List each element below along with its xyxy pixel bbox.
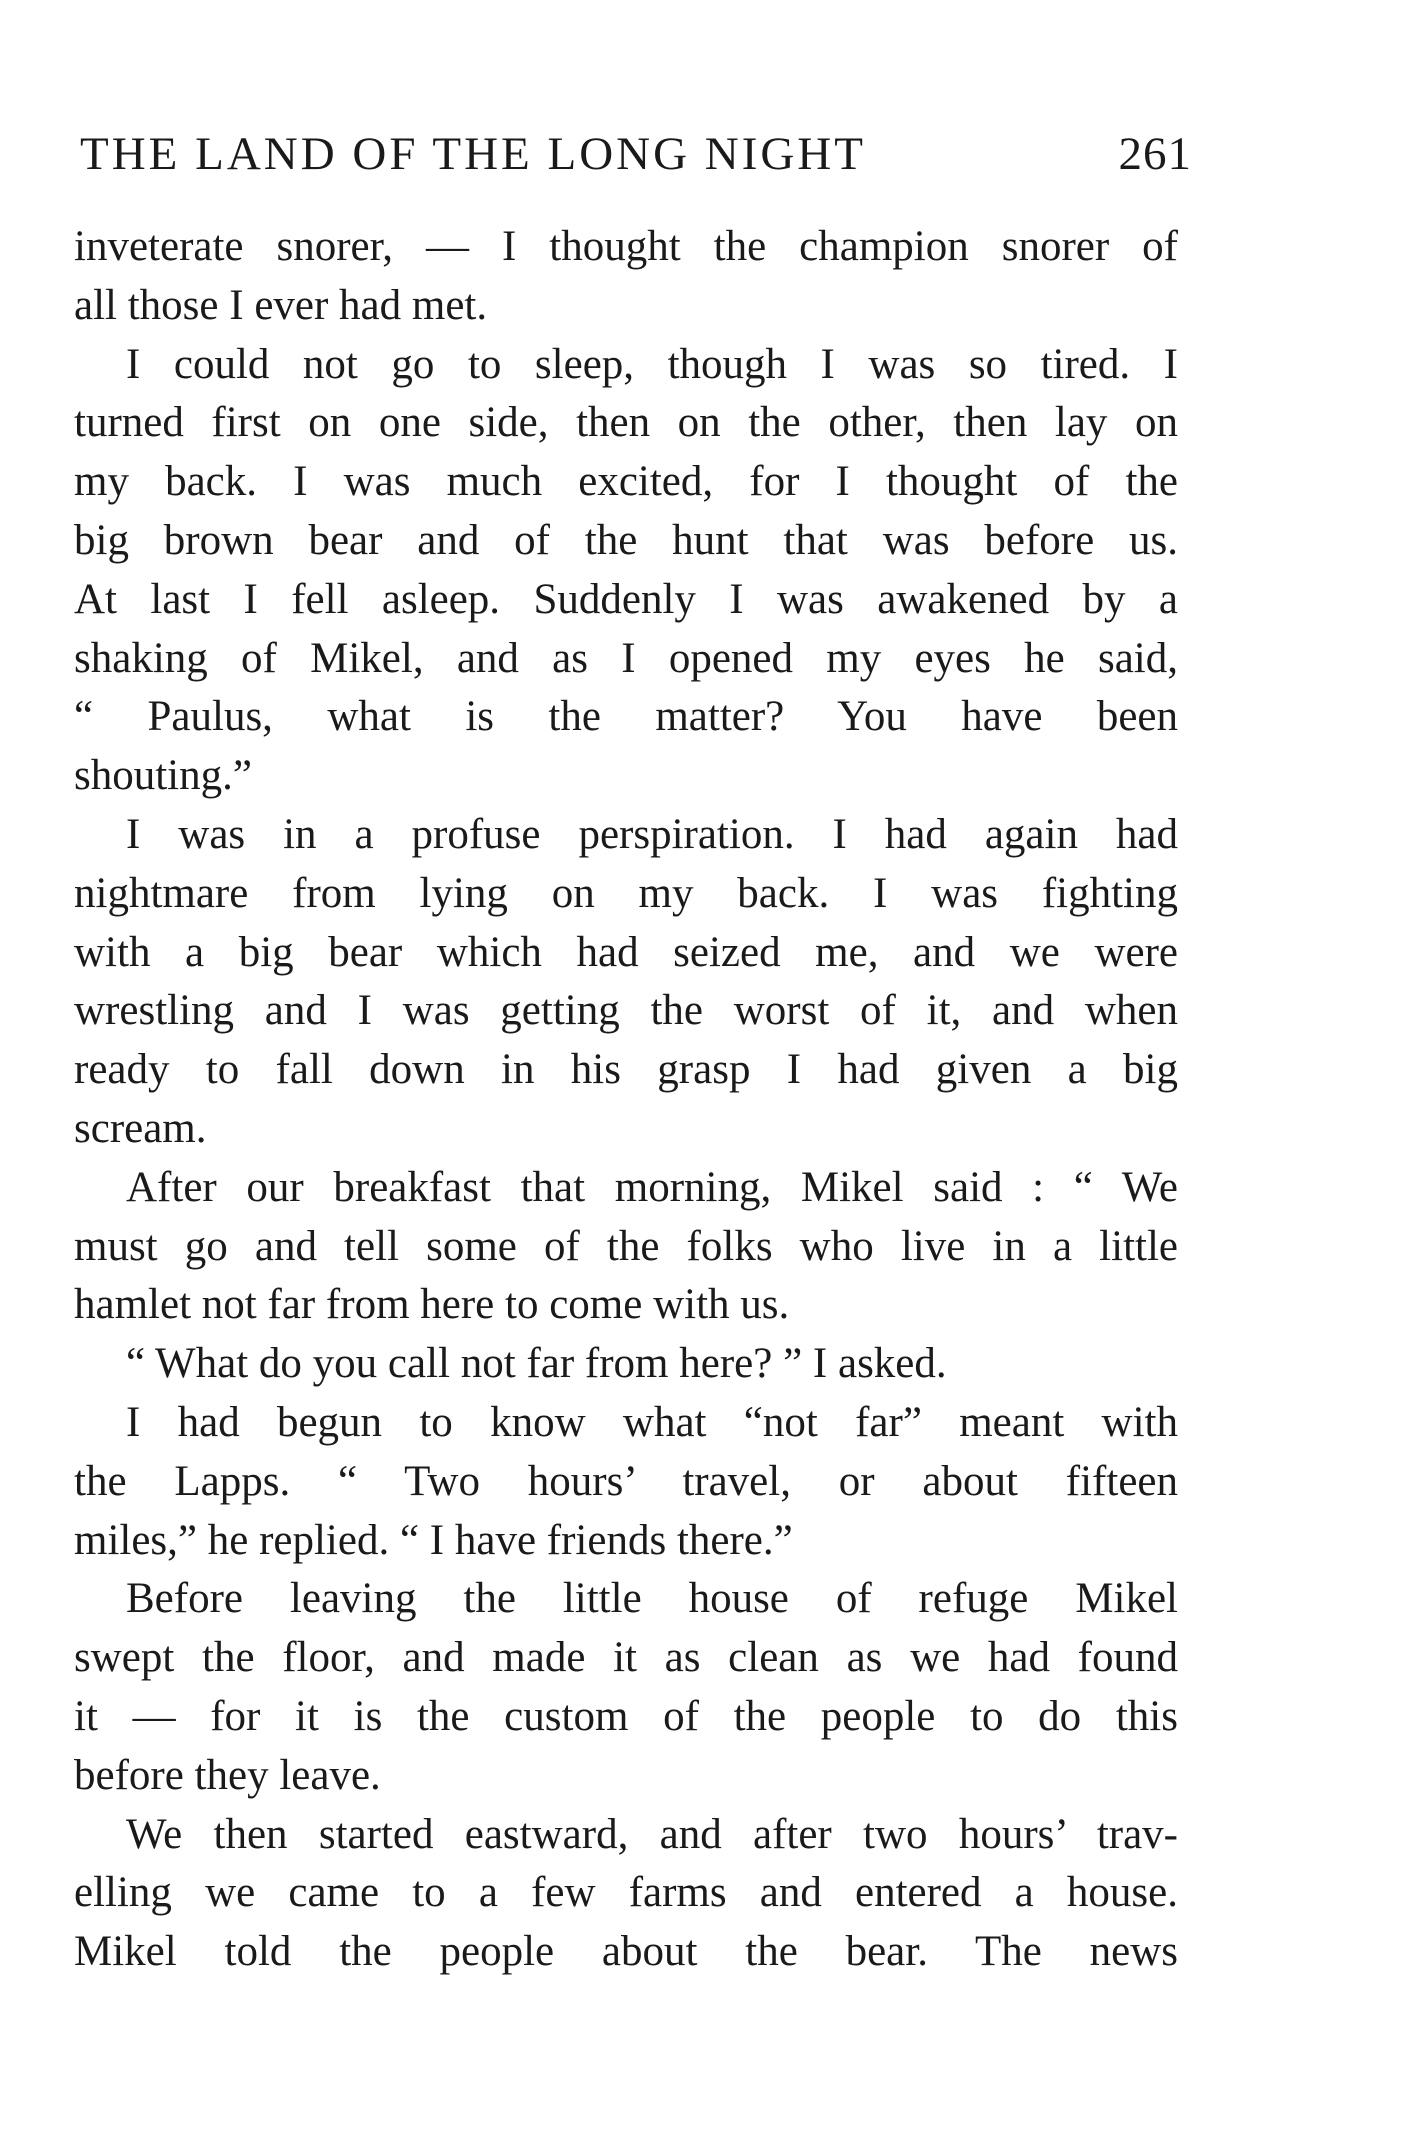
text-line: inveterate snorer, — I thought the champion snorer of [74,223,1178,270]
text-line: hamlet not far from here to come with us. [74,1281,790,1329]
text-line: shouting.” [74,752,252,800]
running-head [80,126,1192,182]
text-line: After our breakfast that morning, Mikel said : “ We [126,1163,1178,1211]
text-line: all those I ever had met. [74,281,488,329]
text-line: At last I fell asleep. Suddenly I was awakened by a [74,575,1178,623]
text-line: I could not go to sleep, though I was so tired. I [126,340,1178,388]
text-line: “ What do you call not far from here? ” I asked. [126,1340,947,1388]
text-line: with a big bear which had seized me, and we were [74,928,1178,976]
text-line: it — for it is the custom of the people to do this [74,1692,1178,1740]
text-line: swept the floor, and made it as clean as we had found [74,1634,1178,1682]
text-line: “ Paulus, what is the matter? You have been [74,693,1178,741]
text-line: must go and tell some of the folks who live in a little [74,1222,1178,1270]
text-line: ready to fall down in his grasp I had given a big [74,1046,1178,1094]
text-line: the Lapps. “ Two hours’ travel, or about fifteen [74,1457,1178,1505]
text-line: big brown bear and of the hunt that was before us. [74,516,1178,564]
text-line: Mikel told the people about the bear. The news [74,1928,1178,1976]
text-line: shaking of Mikel, and as I opened my eyes he said, [74,634,1178,682]
text-line: I was in a profuse perspiration. I had again had [126,810,1178,858]
text-line: miles,” he replied. “ I have friends there.” [74,1516,793,1564]
text-line: elling we came to a few farms and entered a house. [74,1869,1178,1917]
body-text [74,218,1178,1982]
text-line: wrestling and I was getting the worst of it, and when [74,987,1178,1035]
text-line: my back. I was much excited, for I thought of the [74,458,1178,506]
text-line: We then started eastward, and after two hours’ trav- [126,1810,1178,1858]
page-number: 261 [1118,128,1192,180]
text-line: nightmare from lying on my back. I was fighting [74,869,1178,917]
text-line: before they leave. [74,1751,381,1799]
text-line: Before leaving the little house of refuge Mikel [126,1575,1178,1623]
text-line: turned first on one side, then on the other, then lay on [74,399,1178,447]
running-head-title: THE LAND OF THE LONG NIGHT [80,128,866,180]
text-line: scream. [74,1104,207,1152]
text-line: I had begun to know what “not far” meant with [126,1398,1178,1446]
